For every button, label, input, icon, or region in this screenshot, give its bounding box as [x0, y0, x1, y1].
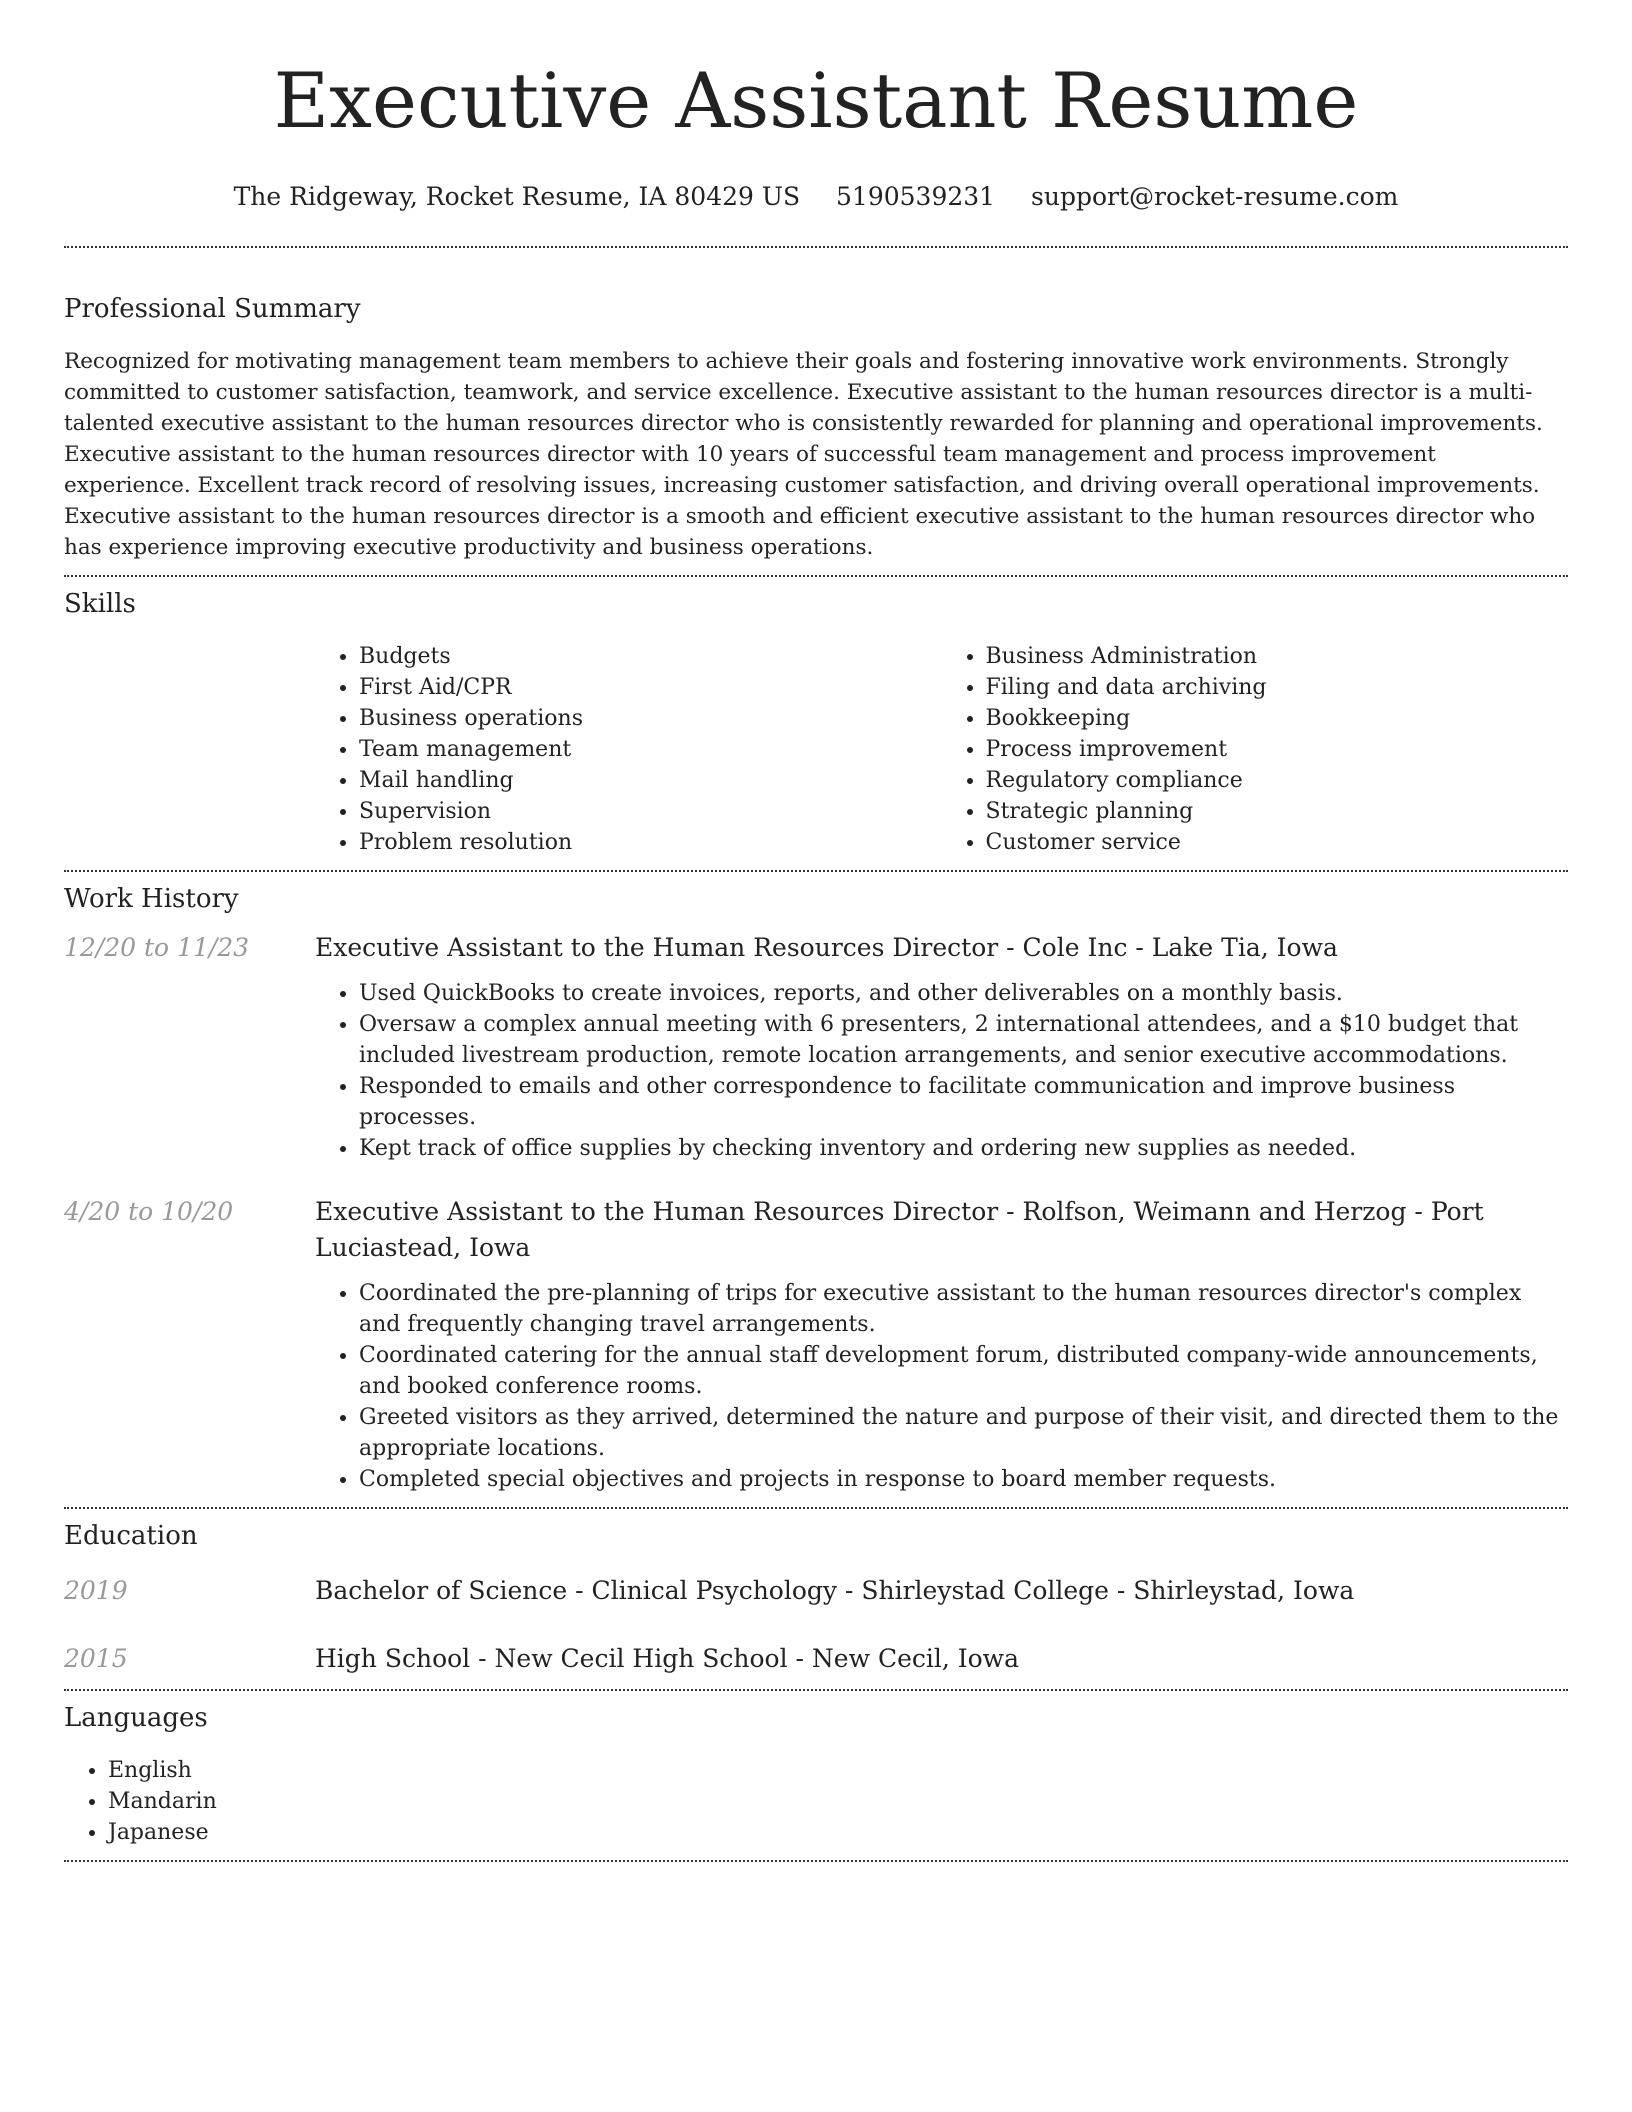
skills-section — [64, 587, 1568, 858]
education-year: 2015 — [64, 1644, 128, 1673]
job-dates: 4/20 to 10/20 — [64, 1197, 234, 1226]
job-dates: 12/20 to 11/23 — [64, 933, 250, 962]
skill-item: • Strategic planning — [986, 796, 1569, 827]
education-degree: Bachelor of Science - Clinical Psychology — [315, 1576, 838, 1605]
skills-heading: Skills — [64, 589, 136, 619]
skill-item: • Bookkeeping — [986, 703, 1569, 734]
languages-heading: Languages — [64, 1703, 208, 1733]
job-body — [315, 930, 1568, 1164]
skill-item: • Team management — [359, 734, 942, 765]
job-body — [315, 1194, 1568, 1495]
skills-list-left — [315, 641, 942, 858]
divider — [64, 1860, 1568, 1862]
education-details: - New Cecil High School - New Cecil, Iowa — [470, 1644, 1019, 1673]
summary-text: Recognized for motivating management team members to achieve their goals and fostering innovative work environments. Strongly committed to customer satisfaction, teamwork, and service excellence. Executive assistant to the human resources director is a multi-talented executive assistant to the human resources director who is consistently rewarded for planning and operational improvements. Executive assistant to the human resources director with 10 years of successful team management and process improvement experience. Excellent track record of resolving issues, increasing customer satisfaction, and driving overall operational improvements. Executive assistant to the human resources director is a smooth and efficient executive assistant to the human resources director who has experience improving executive productivity and business operations. — [64, 349, 1543, 560]
job-bullet: • Responded to emails and other correspondence to facilitate communication and improve business processes. — [359, 1071, 1568, 1133]
contact-line — [64, 181, 1568, 213]
skill-item: • Budgets — [359, 641, 942, 672]
job-bullet: • Greeted visitors as they arrived, determined the nature and purpose of their visit, and directed them to the appropriate locations. — [359, 1402, 1568, 1464]
divider — [64, 1507, 1568, 1509]
education-heading-line — [315, 1573, 1354, 1609]
skills-list-right — [942, 641, 1569, 858]
summary-section — [64, 292, 1568, 563]
job-details: - Rolfson, Weimann and Herzog - Port Luciastead, Iowa — [315, 1197, 1484, 1262]
education-section — [64, 1519, 1568, 1677]
job-bullet: • Coordinated the pre-planning of trips for executive assistant to the human resources director's complex and frequently changing travel arrangements. — [359, 1278, 1568, 1340]
job-entry — [64, 1194, 1568, 1495]
work-section — [64, 882, 1568, 1495]
divider — [64, 575, 1568, 577]
job-bullet: • Kept track of office supplies by checking inventory and ordering new supplies as needed. — [359, 1133, 1568, 1164]
divider — [64, 246, 1568, 248]
work-heading: Work History — [64, 884, 239, 914]
job-details: - Cole Inc - Lake Tia, Iowa — [998, 933, 1338, 962]
job-bullet: • Coordinated catering for the annual staff development forum, distributed company-wide announcements, and booked conference rooms. — [359, 1340, 1568, 1402]
summary-heading: Professional Summary — [64, 294, 361, 324]
education-heading-line — [315, 1641, 1019, 1677]
job-title: Executive Assistant to the Human Resources Director — [315, 1197, 999, 1226]
job-bullets — [315, 1278, 1568, 1495]
skill-item: • Customer service — [986, 827, 1569, 858]
education-degree: High School — [315, 1644, 471, 1673]
job-entry — [64, 930, 1568, 1164]
languages-section — [64, 1701, 1568, 1848]
education-year: 2019 — [64, 1576, 128, 1605]
skill-item: • Business operations — [359, 703, 942, 734]
education-heading: Education — [64, 1521, 198, 1551]
education-entry — [64, 1573, 1568, 1609]
skill-item: • Problem resolution — [359, 827, 942, 858]
contact-address: The Ridgeway, Rocket Resume, IA 80429 US — [233, 182, 801, 211]
skill-item: • First Aid/CPR — [359, 672, 942, 703]
skill-item: • Business Administration — [986, 641, 1569, 672]
skill-item: • Filing and data archiving — [986, 672, 1569, 703]
job-title: Executive Assistant to the Human Resources Director — [315, 933, 999, 962]
divider — [64, 870, 1568, 872]
job-bullet: • Completed special objectives and projects in response to board member requests. — [359, 1464, 1568, 1495]
divider — [64, 1689, 1568, 1691]
skill-item: • Regulatory compliance — [986, 765, 1569, 796]
skill-item: • Process improvement — [986, 734, 1569, 765]
job-bullet: • Oversaw a complex annual meeting with 6 presenters, 2 international attendees, and a $10 budget that included livestream production, remote location arrangements, and senior executive accommodations. — [359, 1009, 1568, 1071]
contact-email: support@rocket-resume.com — [1031, 182, 1399, 211]
language-item: • Mandarin — [108, 1786, 1568, 1817]
education-entry — [64, 1641, 1568, 1677]
job-bullet: • Used QuickBooks to create invoices, reports, and other deliverables on a monthly basis. — [359, 978, 1568, 1009]
language-item: • English — [108, 1755, 1568, 1786]
skill-item: • Supervision — [359, 796, 942, 827]
job-heading — [315, 930, 1568, 966]
language-item: • Japanese — [108, 1817, 1568, 1848]
resume-title: Executive Assistant Resume — [273, 56, 1359, 145]
languages-list — [64, 1755, 1568, 1848]
job-heading — [315, 1194, 1568, 1266]
contact-phone: 5190539231 — [836, 182, 996, 211]
education-details: - Shirleystad College - Shirleystad, Iowa — [837, 1576, 1355, 1605]
skill-item: • Mail handling — [359, 765, 942, 796]
job-bullets — [315, 978, 1568, 1164]
skills-grid — [315, 641, 1568, 858]
